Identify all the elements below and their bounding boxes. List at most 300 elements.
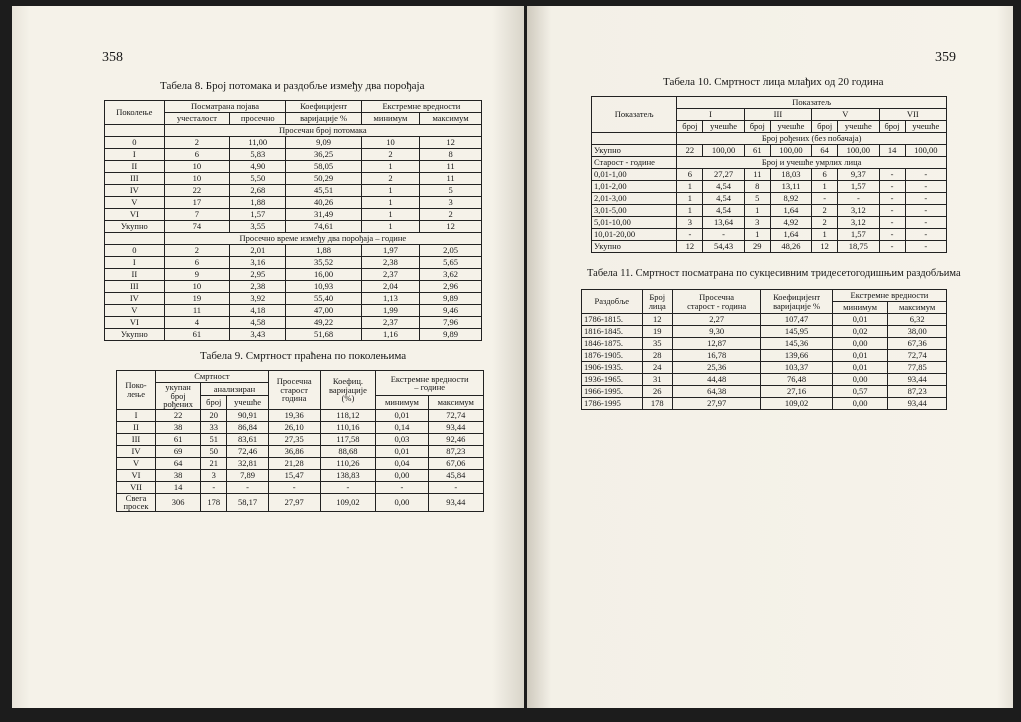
table-cell: 58,17 [227, 493, 268, 511]
table-cell: 92,46 [428, 433, 483, 445]
table-cell: 38 [156, 469, 201, 481]
table-cell: 50,29 [286, 173, 361, 185]
table-cell: 2 [812, 217, 838, 229]
table-row [117, 457, 484, 469]
table-cell: - [320, 481, 376, 493]
table-cell: 55,40 [286, 293, 361, 305]
table-cell: 12 [677, 241, 703, 253]
table-cell: 1 [677, 193, 703, 205]
table-cell: 11,00 [230, 137, 286, 149]
table-cell: 1,99 [361, 305, 419, 317]
table-cell: - [227, 481, 268, 493]
left-page-number: 358 [102, 50, 123, 65]
table-cell: 10 [361, 137, 419, 149]
table-cell: 0,04 [376, 457, 428, 469]
table-cell: 40,26 [286, 197, 361, 209]
table-cell: 10,01-20,00 [592, 229, 677, 241]
table-cell: 18,75 [838, 241, 879, 253]
table-row [582, 326, 947, 338]
table-cell: 1786-1815. [582, 314, 643, 326]
table-cell: - [812, 193, 838, 205]
table-cell: 5,65 [420, 257, 482, 269]
table-cell: 10 [164, 281, 229, 293]
table-cell: 0 [105, 245, 165, 257]
table-row [117, 481, 484, 493]
table-row [105, 149, 482, 161]
t9-h-analyzed: анализиран [201, 383, 269, 396]
t9-total-row [117, 493, 484, 511]
table-row [105, 281, 482, 293]
table-cell: 64,38 [672, 386, 760, 398]
t10-section-title: Број рођених (без побачаја) [677, 133, 947, 145]
table-cell: 2 [164, 245, 229, 257]
table-cell: 100,00 [770, 145, 811, 157]
table-cell: 110,26 [320, 457, 376, 469]
table-cell: 7,96 [420, 317, 482, 329]
table-cell: 21 [201, 457, 227, 469]
table-cell: 12 [812, 241, 838, 253]
table-cell: - [703, 229, 744, 241]
table10-caption: Табела 10. Смртност лица млађих од 20 година [663, 76, 884, 88]
table-row [105, 305, 482, 317]
table-cell: 1 [361, 185, 419, 197]
t10-h-share: учешће [703, 121, 744, 133]
table-cell: 67,36 [888, 338, 947, 350]
table-cell: 16,78 [672, 350, 760, 362]
table-cell: IV [117, 445, 156, 457]
t10-section-spacer [592, 133, 677, 145]
table-cell: 0,02 [832, 326, 887, 338]
table-cell: 2,96 [420, 281, 482, 293]
table-cell: 35 [642, 338, 672, 350]
table-cell: 19,36 [268, 409, 320, 421]
table-cell: - [905, 217, 946, 229]
t11-h-persons: Број лица [642, 290, 672, 314]
table-cell: 87,23 [888, 386, 947, 398]
t11-h-max: максимум [888, 302, 947, 314]
table-cell: 76,48 [761, 374, 833, 386]
table-row [582, 338, 947, 350]
table-cell: 26 [642, 386, 672, 398]
table11 [581, 289, 947, 410]
table-cell: 145,95 [761, 326, 833, 338]
table-cell: 1,01-2,00 [592, 181, 677, 193]
t8-section-spacer [105, 233, 165, 245]
table-cell: 22 [164, 185, 229, 197]
table-cell: 1,13 [361, 293, 419, 305]
table-cell: 178 [201, 493, 227, 511]
table-cell: 2,38 [230, 281, 286, 293]
t11-h-min: минимум [832, 302, 887, 314]
table-cell: 9,89 [420, 329, 482, 341]
table-cell: 1 [677, 181, 703, 193]
table-cell: 4,18 [230, 305, 286, 317]
table-cell: 51,68 [286, 329, 361, 341]
t10-h-indicator: Показатељ [592, 97, 677, 133]
table-row [105, 209, 482, 221]
table-row [105, 245, 482, 257]
table-cell: 19 [642, 326, 672, 338]
table-cell: 9,09 [286, 137, 361, 149]
table-row [592, 229, 947, 241]
table-cell: 107,47 [761, 314, 833, 326]
table-cell: 72,46 [227, 445, 268, 457]
table-cell: 1906-1935. [582, 362, 643, 374]
table-row [592, 217, 947, 229]
table-cell: 1,64 [770, 205, 811, 217]
table-cell: 12,87 [672, 338, 760, 350]
table-cell: 45,51 [286, 185, 361, 197]
t10-section-row [592, 133, 947, 145]
table-cell: 1 [677, 205, 703, 217]
t10-h-share: учешће [905, 121, 946, 133]
table-cell: 12 [420, 137, 482, 149]
table-cell: 1 [744, 229, 770, 241]
table-cell: - [677, 229, 703, 241]
t10-h-count: број [744, 121, 770, 133]
t10-total-births-row [592, 145, 947, 157]
t11-h-coef: Коефицијент варијације % [761, 290, 833, 314]
table-cell: 1876-1905. [582, 350, 643, 362]
table-cell: 0,01 [832, 362, 887, 374]
t10-group-header: I [677, 109, 744, 121]
table-cell: 27,16 [761, 386, 833, 398]
table-cell: Укупно [105, 221, 165, 233]
t10-section-row [592, 157, 947, 169]
table-cell: 93,44 [888, 374, 947, 386]
table-cell: 109,02 [320, 493, 376, 511]
table-cell: II [105, 161, 165, 173]
table-cell: 49,22 [286, 317, 361, 329]
table-cell: 2,38 [361, 257, 419, 269]
table-cell: 0,01 [376, 409, 428, 421]
right-page [527, 6, 1013, 708]
t9-h-share: учешће [227, 396, 268, 409]
table-cell: 145,36 [761, 338, 833, 350]
table-cell: 1,97 [361, 245, 419, 257]
t10-age-label: Старост - године [592, 157, 677, 169]
table-cell: 13,64 [703, 217, 744, 229]
table-cell: V [105, 305, 165, 317]
table-cell: 1,57 [230, 209, 286, 221]
table-cell: 88,68 [320, 445, 376, 457]
table-cell: 110,16 [320, 421, 376, 433]
table-cell: 7 [164, 209, 229, 221]
table-row [117, 469, 484, 481]
t8-h-observed: Посматрана појава [164, 101, 286, 113]
table-cell: I [105, 257, 165, 269]
table-cell: 33 [201, 421, 227, 433]
table-cell: II [105, 269, 165, 281]
table-cell: 0,00 [832, 338, 887, 350]
table8-caption: Табела 8. Број потомака и раздобље између два порођаја [160, 80, 425, 92]
table-cell: 1 [361, 197, 419, 209]
table-cell: 3 [420, 197, 482, 209]
table-row [592, 193, 947, 205]
table-cell: 27,35 [268, 433, 320, 445]
table-cell: 14 [156, 481, 201, 493]
t11-h-avgage: Просечна старост - година [672, 290, 760, 314]
table-cell: 4,58 [230, 317, 286, 329]
t8-section-title: Просечан број потомака [164, 125, 481, 137]
table-cell: 86,84 [227, 421, 268, 433]
table-cell: VII [117, 481, 156, 493]
table-cell: - [905, 241, 946, 253]
table-cell: 100,00 [905, 145, 946, 157]
table-cell: 17 [164, 197, 229, 209]
table-cell: IV [105, 293, 165, 305]
table-cell: 1 [812, 181, 838, 193]
t9-h-generation: Поко- лење [117, 371, 156, 410]
table-cell: 29 [744, 241, 770, 253]
table-cell: III [105, 173, 165, 185]
table-cell: 6 [164, 257, 229, 269]
right-page-number: 359 [935, 50, 956, 65]
table-cell: 5,01-10,00 [592, 217, 677, 229]
t11-h-period: Раздобље [582, 290, 643, 314]
table-cell: 72,74 [888, 350, 947, 362]
table-cell: 50 [201, 445, 227, 457]
table-cell: 27,97 [672, 398, 760, 410]
table-cell: 4,90 [230, 161, 286, 173]
table-cell: - [838, 193, 879, 205]
table-cell: 72,74 [428, 409, 483, 421]
table-cell: 12 [420, 221, 482, 233]
table-row [582, 350, 947, 362]
left-page [12, 6, 524, 708]
table-cell: 14 [879, 145, 905, 157]
table-cell: 4,54 [703, 181, 744, 193]
table-cell: 100,00 [703, 145, 744, 157]
table-row [117, 421, 484, 433]
table-cell: III [105, 281, 165, 293]
t10-group-header: V [812, 109, 879, 121]
table-cell: 28 [642, 350, 672, 362]
table-row [105, 197, 482, 209]
table-cell: 9,37 [838, 169, 879, 181]
table-cell: VI [105, 317, 165, 329]
table-cell: 0,01-1,00 [592, 169, 677, 181]
table-cell: 118,12 [320, 409, 376, 421]
t8-h-avg: просечно [230, 113, 286, 125]
table-cell: - [905, 169, 946, 181]
table-cell: 7,89 [227, 469, 268, 481]
table-cell: 0,57 [832, 386, 887, 398]
table-cell: 38 [156, 421, 201, 433]
table-cell: 8 [744, 181, 770, 193]
t8-section-row [105, 125, 482, 137]
table-cell: 61 [744, 145, 770, 157]
table-cell: 12 [642, 314, 672, 326]
table-cell: 2,68 [230, 185, 286, 197]
table-row [117, 433, 484, 445]
t8-h-coef: Коефицијент [286, 101, 361, 113]
table-cell: 8,92 [770, 193, 811, 205]
table-cell: 1966-1995. [582, 386, 643, 398]
table-cell: 8 [420, 149, 482, 161]
table-cell: 0,00 [376, 493, 428, 511]
table-cell: 11 [744, 169, 770, 181]
table-cell: 2,95 [230, 269, 286, 281]
table-cell: 3,92 [230, 293, 286, 305]
table-cell: V [105, 197, 165, 209]
table-cell: 21,28 [268, 457, 320, 469]
table-cell: 139,66 [761, 350, 833, 362]
table-cell: 138,83 [320, 469, 376, 481]
table-cell: 64 [812, 145, 838, 157]
table-cell: 67,06 [428, 457, 483, 469]
table-cell: 20 [201, 409, 227, 421]
table-cell: 87,23 [428, 445, 483, 457]
table-row [582, 386, 947, 398]
t8-h-freq: учесталост [164, 113, 229, 125]
table-cell: 25,36 [672, 362, 760, 374]
t10-h-share: учешће [770, 121, 811, 133]
table-cell: VI [117, 469, 156, 481]
table-cell: 3,12 [838, 205, 879, 217]
table-cell: 10,93 [286, 281, 361, 293]
table-cell: 1 [812, 229, 838, 241]
table-cell: 0,01 [832, 350, 887, 362]
table-cell: 6,32 [888, 314, 947, 326]
table-cell: 3,55 [230, 221, 286, 233]
t8-h-min: минимум [361, 113, 419, 125]
table-cell: 1 [361, 221, 419, 233]
table-cell: 0,00 [832, 398, 887, 410]
table-cell: 58,05 [286, 161, 361, 173]
table9-caption: Табела 9. Смртност праћена по поколењима [200, 350, 407, 362]
table-cell: 3,62 [420, 269, 482, 281]
table-cell: 178 [642, 398, 672, 410]
table-cell: 32,81 [227, 457, 268, 469]
table-cell: 18,03 [770, 169, 811, 181]
table-cell: 44,48 [672, 374, 760, 386]
table-cell: 6 [164, 149, 229, 161]
table-cell: 54,43 [703, 241, 744, 253]
t8-section-row [105, 233, 482, 245]
t10-h-share: учешће [838, 121, 879, 133]
table-cell: 2,01 [230, 245, 286, 257]
table-row [105, 317, 482, 329]
table-cell: 1,64 [770, 229, 811, 241]
table-cell: 4,54 [703, 205, 744, 217]
t10-total-label: Укупно [592, 145, 677, 157]
table-row [105, 293, 482, 305]
table11-caption: Табела 11. Смртност посматрана по сукцесивним тридесетогодишњим раздобљима [587, 268, 961, 279]
table-cell: 16,00 [286, 269, 361, 281]
table-cell: 4,54 [703, 193, 744, 205]
table-cell: 93,44 [428, 493, 483, 511]
table-row [117, 445, 484, 457]
table-cell: 1846-1875. [582, 338, 643, 350]
table-cell: 2 [420, 209, 482, 221]
table-cell: 2,04 [361, 281, 419, 293]
table-cell: 1,16 [361, 329, 419, 341]
table-cell: 83,61 [227, 433, 268, 445]
table-cell: 9,30 [672, 326, 760, 338]
table-cell: 22 [677, 145, 703, 157]
table-row [105, 257, 482, 269]
table-row [105, 185, 482, 197]
table-cell: 1 [744, 205, 770, 217]
t8-h-max: максимум [420, 113, 482, 125]
table-cell: 36,86 [268, 445, 320, 457]
table-cell: - [905, 229, 946, 241]
table-cell: 27,27 [703, 169, 744, 181]
table-row [105, 221, 482, 233]
table-cell: 2 [361, 173, 419, 185]
table-cell: - [879, 217, 905, 229]
table-cell: Укупно [105, 329, 165, 341]
table-row [592, 205, 947, 217]
table-cell: 9 [164, 269, 229, 281]
t8-h-extreme: Екстремне вредности [361, 101, 481, 113]
table-cell: 90,91 [227, 409, 268, 421]
table-cell: 45,84 [428, 469, 483, 481]
table-cell: V [117, 457, 156, 469]
table-row [117, 409, 484, 421]
table-cell: 51 [201, 433, 227, 445]
table-cell: 0,14 [376, 421, 428, 433]
table-cell: 1,57 [838, 229, 879, 241]
table-cell: 0,01 [376, 445, 428, 457]
t8-section-title: Просечно време између два порођаја – године [164, 233, 481, 245]
table-cell: 19 [164, 293, 229, 305]
table-cell: 77,85 [888, 362, 947, 374]
table-cell: 3 [201, 469, 227, 481]
table9 [116, 370, 484, 512]
t10-h-count: број [879, 121, 905, 133]
table-cell: 3,16 [230, 257, 286, 269]
table-cell: 13,11 [770, 181, 811, 193]
table-row [105, 269, 482, 281]
table-cell: 3,01-5,00 [592, 205, 677, 217]
table-cell: 74,61 [286, 221, 361, 233]
t9-total-label: Свега просек [117, 493, 156, 511]
table-row [105, 173, 482, 185]
table-cell: - [879, 181, 905, 193]
table-cell: 4,92 [770, 217, 811, 229]
table-cell: I [105, 149, 165, 161]
table-cell: II [117, 421, 156, 433]
table-row [592, 241, 947, 253]
table-cell: - [879, 205, 905, 217]
table-cell: 1786-1995 [582, 398, 643, 410]
table-row [105, 137, 482, 149]
table-cell: - [905, 181, 946, 193]
table-cell: I [117, 409, 156, 421]
table-cell: 109,02 [761, 398, 833, 410]
table-cell: - [428, 481, 483, 493]
t10-h-count: број [677, 121, 703, 133]
table-cell: 47,00 [286, 305, 361, 317]
t9-h-avgage: Просечна старост година [268, 371, 320, 410]
table-cell: 3 [677, 217, 703, 229]
t9-h-mortality: Смртност [156, 371, 269, 383]
t9-h-min: минимум [376, 396, 428, 409]
table-cell: - [905, 205, 946, 217]
table-cell: 306 [156, 493, 201, 511]
table-cell: 24 [642, 362, 672, 374]
table-cell: 1,88 [286, 245, 361, 257]
table-cell: - [201, 481, 227, 493]
table-row [582, 374, 947, 386]
table-cell: 5,83 [230, 149, 286, 161]
table-cell: 103,37 [761, 362, 833, 374]
t10-h-count: број [812, 121, 838, 133]
table-cell: 38,00 [888, 326, 947, 338]
t10-group-header: III [744, 109, 811, 121]
